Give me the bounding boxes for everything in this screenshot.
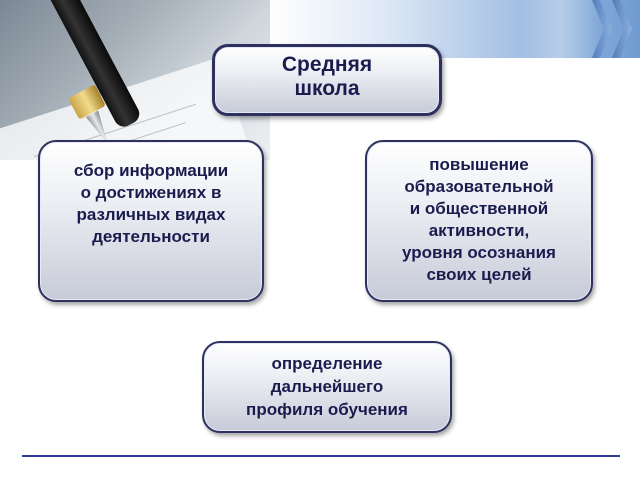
right-box-text: повышение образовательной и общественной активности, уровня осознания своих целей [402, 155, 556, 284]
title-box [212, 44, 442, 116]
banner-sheen [520, 0, 600, 58]
footer-divider [22, 455, 620, 457]
bottom-box-text: определение дальнейшего профиля обучения [246, 354, 408, 419]
left-box [38, 140, 264, 302]
chevron-right-icon [612, 0, 632, 58]
right-box [365, 140, 593, 302]
left-box-text: сбор информации о достижениях в различных видах деятельности [73, 161, 229, 246]
title-text: Средняя школа [281, 53, 373, 100]
bottom-box [202, 341, 452, 433]
